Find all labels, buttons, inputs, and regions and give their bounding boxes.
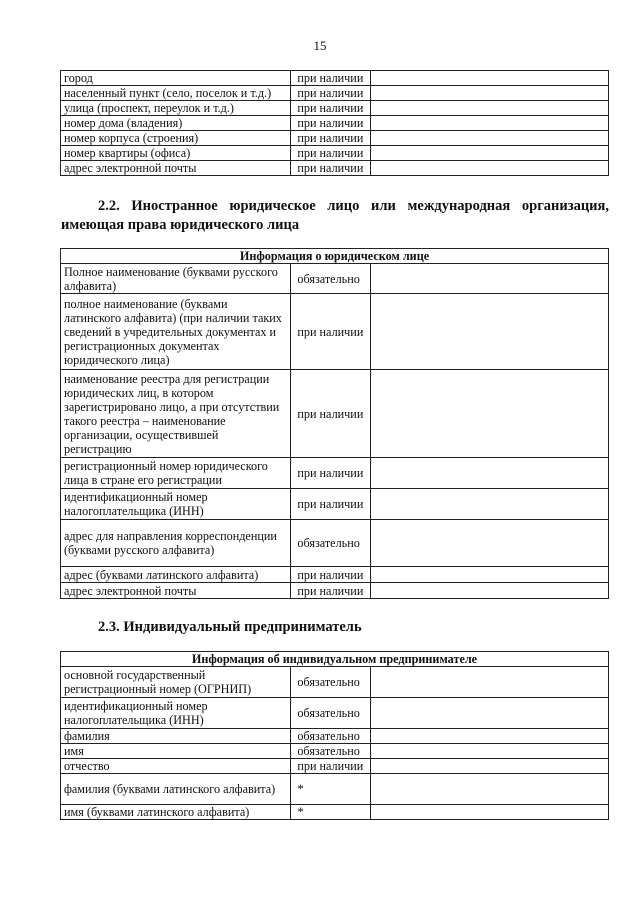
- table-row: [61, 116, 609, 131]
- field-label: номер корпуса (строения): [61, 131, 291, 146]
- requirement-status: обязательно: [291, 264, 371, 294]
- table-row: [61, 567, 609, 583]
- value-cell[interactable]: [371, 264, 609, 294]
- requirement-status: обязательно: [291, 698, 371, 729]
- value-cell[interactable]: [371, 759, 609, 774]
- table-row: [61, 520, 609, 567]
- value-cell[interactable]: [371, 583, 609, 599]
- value-cell[interactable]: [371, 86, 609, 101]
- field-label: адрес электронной почты: [61, 583, 291, 599]
- field-label: адрес электронной почты: [61, 161, 291, 176]
- table-row: [61, 264, 609, 294]
- entrepreneur-table: [60, 651, 609, 820]
- requirement-status: *: [291, 774, 371, 805]
- field-label: имя (буквами латинского алфавита): [61, 805, 291, 820]
- table-header: Информация о юридическом лице: [61, 249, 609, 264]
- value-cell[interactable]: [371, 294, 609, 370]
- value-cell[interactable]: [371, 729, 609, 744]
- field-label: улица (проспект, переулок и т.д.): [61, 101, 291, 116]
- field-label: идентификационный номер налогоплательщика (ИНН): [61, 698, 291, 729]
- table-row: [61, 744, 609, 759]
- value-cell[interactable]: [371, 131, 609, 146]
- requirement-status: при наличии: [291, 759, 371, 774]
- requirement-status: обязательно: [291, 520, 371, 567]
- field-label: регистрационный номер юридического лица в стране его регистрации: [61, 458, 291, 489]
- field-label: отчество: [61, 759, 291, 774]
- field-label: Полное наименование (буквами русского алфавита): [61, 264, 291, 294]
- value-cell[interactable]: [371, 520, 609, 567]
- page-number: 15: [313, 38, 327, 53]
- requirement-status: при наличии: [291, 294, 371, 370]
- address-table: [60, 70, 609, 176]
- requirement-status: обязательно: [291, 744, 371, 759]
- table-row: [61, 583, 609, 599]
- requirement-status: при наличии: [291, 370, 371, 458]
- table-row: [61, 774, 609, 805]
- field-label: адрес (буквами латинского алфавита): [61, 567, 291, 583]
- value-cell[interactable]: [371, 774, 609, 805]
- value-cell[interactable]: [371, 567, 609, 583]
- section-heading-entrepreneur: 2.3. Индивидуальный предприниматель: [98, 619, 362, 635]
- field-label: номер квартиры (офиса): [61, 146, 291, 161]
- table-row: [61, 101, 609, 116]
- requirement-status: *: [291, 805, 371, 820]
- table-row: [61, 146, 609, 161]
- requirement-status: при наличии: [291, 161, 371, 176]
- field-label: основной государственный регистрационный номер (ОГРНИП): [61, 667, 291, 698]
- table-row: [61, 698, 609, 729]
- field-label: адрес для направления корреспонденции (буквами русского алфавита): [61, 520, 291, 567]
- table-row: [61, 131, 609, 146]
- value-cell[interactable]: [371, 744, 609, 759]
- value-cell[interactable]: [371, 370, 609, 458]
- field-label: населенный пункт (село, поселок и т.д.): [61, 86, 291, 101]
- value-cell[interactable]: [371, 101, 609, 116]
- value-cell[interactable]: [371, 667, 609, 698]
- legal-entity-table: [60, 248, 609, 599]
- field-label: наименование реестра для регистрации юридических лиц, в котором зарегистрировано лицо, а при отсутствии такого реестра – наименование организации, осуществившей регистрацию: [61, 370, 291, 458]
- field-label: идентификационный номер налогоплательщика (ИНН): [61, 489, 291, 520]
- field-label: номер дома (владения): [61, 116, 291, 131]
- requirement-status: при наличии: [291, 86, 371, 101]
- field-label: город: [61, 71, 291, 86]
- requirement-status: при наличии: [291, 567, 371, 583]
- value-cell[interactable]: [371, 698, 609, 729]
- requirement-status: обязательно: [291, 667, 371, 698]
- table-row: [61, 370, 609, 458]
- table-row: [61, 458, 609, 489]
- table-row: [61, 294, 609, 370]
- requirement-status: при наличии: [291, 458, 371, 489]
- value-cell[interactable]: [371, 805, 609, 820]
- value-cell[interactable]: [371, 489, 609, 520]
- requirement-status: при наличии: [291, 116, 371, 131]
- table-row: [61, 489, 609, 520]
- table-row: [61, 759, 609, 774]
- table-row: [61, 805, 609, 820]
- field-label: фамилия (буквами латинского алфавита): [61, 774, 291, 805]
- requirement-status: при наличии: [291, 146, 371, 161]
- table-header: Информация об индивидуальном предпринимателе: [61, 652, 609, 667]
- table-row: [61, 729, 609, 744]
- table-row: [61, 86, 609, 101]
- requirement-status: при наличии: [291, 583, 371, 599]
- requirement-status: при наличии: [291, 71, 371, 86]
- field-label: полное наименование (буквами латинского алфавита) (при наличии таких сведений в учредительных документах и регистрационных документах юридического лица): [61, 294, 291, 370]
- table-row: [61, 667, 609, 698]
- value-cell[interactable]: [371, 146, 609, 161]
- table-row: [61, 71, 609, 86]
- requirement-status: при наличии: [291, 489, 371, 520]
- field-label: фамилия: [61, 729, 291, 744]
- requirement-status: обязательно: [291, 729, 371, 744]
- requirement-status: при наличии: [291, 101, 371, 116]
- requirement-status: при наличии: [291, 131, 371, 146]
- value-cell[interactable]: [371, 71, 609, 86]
- value-cell[interactable]: [371, 458, 609, 489]
- value-cell[interactable]: [371, 161, 609, 176]
- section-heading-foreign-entity: 2.2. Иностранное юридическое лицо или международная организация, имеющая права юридического лица: [61, 198, 609, 233]
- value-cell[interactable]: [371, 116, 609, 131]
- table-row: [61, 161, 609, 176]
- field-label: имя: [61, 744, 291, 759]
